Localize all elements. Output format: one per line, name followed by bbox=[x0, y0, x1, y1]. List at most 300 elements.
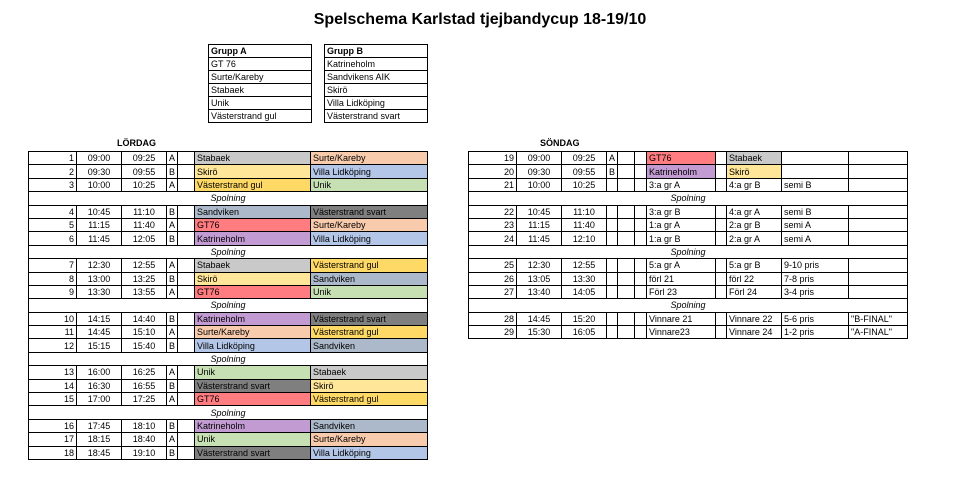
match-row bbox=[469, 326, 908, 339]
match-row bbox=[29, 339, 428, 352]
group-team: Västerstrand svart bbox=[325, 110, 428, 123]
away-team: Surte/Kareby bbox=[311, 433, 428, 446]
match-row bbox=[29, 165, 428, 178]
home-team: Katrineholm bbox=[195, 232, 311, 245]
spacer-cell bbox=[716, 218, 727, 231]
match-group: A bbox=[167, 326, 178, 339]
group-team-row bbox=[209, 97, 312, 110]
match-group bbox=[607, 232, 618, 245]
match-note: 1-2 pris bbox=[782, 326, 849, 339]
home-team: 5:a gr A bbox=[647, 259, 716, 272]
spolning-row bbox=[29, 192, 428, 205]
match-group bbox=[607, 272, 618, 285]
match-start: 18:15 bbox=[77, 433, 122, 446]
match-number: 22 bbox=[469, 205, 517, 218]
spacer-cell bbox=[178, 205, 195, 218]
match-number: 12 bbox=[29, 339, 77, 352]
match-end: 13:55 bbox=[122, 285, 167, 298]
match-end: 11:40 bbox=[562, 218, 607, 231]
match-end: 10:25 bbox=[122, 178, 167, 191]
spolning-label: Spolning bbox=[469, 299, 908, 312]
match-start: 09:30 bbox=[77, 165, 122, 178]
spacer-cell bbox=[635, 205, 647, 218]
spacer-cell bbox=[178, 165, 195, 178]
final-label bbox=[849, 152, 908, 165]
away-team: Villa Lidköping bbox=[311, 165, 428, 178]
away-team: förl 22 bbox=[727, 272, 782, 285]
spacer-cell bbox=[178, 393, 195, 406]
spacer-cell bbox=[178, 326, 195, 339]
match-end: 12:10 bbox=[562, 232, 607, 245]
match-end: 11:40 bbox=[122, 218, 167, 231]
spacer-cell bbox=[178, 285, 195, 298]
match-start: 13:40 bbox=[517, 285, 562, 298]
group-header: Grupp B bbox=[325, 45, 428, 58]
spacer-cell bbox=[178, 419, 195, 432]
home-team: Sandviken bbox=[195, 205, 311, 218]
home-team: 1:a gr A bbox=[647, 218, 716, 231]
match-start: 16:30 bbox=[77, 379, 122, 392]
spolning-row bbox=[29, 406, 428, 419]
spolning-label: Spolning bbox=[469, 192, 908, 205]
spacer-cell bbox=[618, 259, 635, 272]
match-start: 09:00 bbox=[517, 152, 562, 165]
match-number: 6 bbox=[29, 232, 77, 245]
match-number: 29 bbox=[469, 326, 517, 339]
match-number: 17 bbox=[29, 433, 77, 446]
home-team: 3:a gr B bbox=[647, 205, 716, 218]
spacer-cell bbox=[716, 232, 727, 245]
match-group: A bbox=[607, 152, 618, 165]
home-team: Katrineholm bbox=[195, 312, 311, 325]
away-team: Unik bbox=[311, 285, 428, 298]
group-team: Sandvikens AIK bbox=[325, 71, 428, 84]
spacer-cell bbox=[635, 312, 647, 325]
home-team: Vinnare 21 bbox=[647, 312, 716, 325]
match-row bbox=[469, 259, 908, 272]
match-row bbox=[469, 272, 908, 285]
away-team: Västerstrand svart bbox=[311, 312, 428, 325]
match-end: 09:55 bbox=[562, 165, 607, 178]
match-note: semi A bbox=[782, 218, 849, 231]
spacer-cell bbox=[178, 379, 195, 392]
home-team: 1:a gr B bbox=[647, 232, 716, 245]
match-number: 26 bbox=[469, 272, 517, 285]
match-row bbox=[29, 433, 428, 446]
match-group: B bbox=[167, 165, 178, 178]
group-team-row bbox=[209, 71, 312, 84]
match-number: 9 bbox=[29, 285, 77, 298]
away-team: 2:a gr B bbox=[727, 218, 782, 231]
match-row bbox=[29, 218, 428, 231]
match-end: 18:40 bbox=[122, 433, 167, 446]
spacer-cell bbox=[635, 152, 647, 165]
spolning-row bbox=[469, 245, 908, 258]
saturday-label: LÖRDAG bbox=[117, 138, 156, 148]
away-team: Surte/Kareby bbox=[311, 152, 428, 165]
match-row bbox=[29, 152, 428, 165]
match-number: 3 bbox=[29, 178, 77, 191]
match-note: semi B bbox=[782, 178, 849, 191]
home-team: Vinnare23 bbox=[647, 326, 716, 339]
home-team: Skirö bbox=[195, 165, 311, 178]
match-end: 15:10 bbox=[122, 326, 167, 339]
group-team-row bbox=[209, 84, 312, 97]
match-row bbox=[29, 205, 428, 218]
saturday-schedule-table bbox=[28, 151, 428, 460]
home-team: Unik bbox=[195, 366, 311, 379]
match-start: 16:00 bbox=[77, 366, 122, 379]
away-team: Stabaek bbox=[311, 366, 428, 379]
match-group: B bbox=[167, 205, 178, 218]
away-team: Surte/Kareby bbox=[311, 218, 428, 231]
spacer-cell bbox=[716, 272, 727, 285]
spacer-cell bbox=[178, 232, 195, 245]
away-team: Västerstrand gul bbox=[311, 393, 428, 406]
match-group bbox=[607, 259, 618, 272]
final-label bbox=[849, 178, 908, 191]
group-team: Västerstrand gul bbox=[209, 110, 312, 123]
match-number: 5 bbox=[29, 218, 77, 231]
match-end: 19:10 bbox=[122, 446, 167, 459]
match-number: 15 bbox=[29, 393, 77, 406]
away-team: Villa Lidköping bbox=[311, 232, 428, 245]
match-group: B bbox=[167, 339, 178, 352]
spacer-cell bbox=[635, 326, 647, 339]
match-row bbox=[469, 218, 908, 231]
spacer-cell bbox=[178, 312, 195, 325]
away-team: Förl 24 bbox=[727, 285, 782, 298]
match-start: 10:45 bbox=[77, 205, 122, 218]
spacer-cell bbox=[635, 272, 647, 285]
spolning-label: Spolning bbox=[29, 352, 428, 365]
spacer-cell bbox=[635, 232, 647, 245]
match-start: 12:30 bbox=[77, 259, 122, 272]
away-team: Västerstrand gul bbox=[311, 326, 428, 339]
match-end: 13:30 bbox=[562, 272, 607, 285]
home-team: Förl 23 bbox=[647, 285, 716, 298]
match-start: 13:05 bbox=[517, 272, 562, 285]
home-team: Stabaek bbox=[195, 152, 311, 165]
spacer-cell bbox=[178, 446, 195, 459]
spacer-cell bbox=[178, 339, 195, 352]
group-b-table bbox=[324, 44, 428, 123]
match-number: 1 bbox=[29, 152, 77, 165]
match-end: 09:25 bbox=[562, 152, 607, 165]
match-start: 18:45 bbox=[77, 446, 122, 459]
spacer-cell bbox=[635, 165, 647, 178]
match-number: 11 bbox=[29, 326, 77, 339]
match-row bbox=[29, 393, 428, 406]
away-team: Villa Lidköping bbox=[311, 446, 428, 459]
spacer-cell bbox=[716, 165, 727, 178]
match-note: 7-8 pris bbox=[782, 272, 849, 285]
spacer-cell bbox=[635, 178, 647, 191]
match-group: A bbox=[167, 259, 178, 272]
match-row bbox=[469, 205, 908, 218]
spacer-cell bbox=[716, 259, 727, 272]
group-header-row bbox=[209, 45, 312, 58]
match-number: 25 bbox=[469, 259, 517, 272]
away-team: Sandviken bbox=[311, 272, 428, 285]
home-team: Stabaek bbox=[195, 259, 311, 272]
spacer-cell bbox=[716, 152, 727, 165]
group-team-row bbox=[325, 84, 428, 97]
match-start: 14:45 bbox=[517, 312, 562, 325]
match-end: 09:55 bbox=[122, 165, 167, 178]
away-team: Skirö bbox=[727, 165, 782, 178]
group-team-row bbox=[325, 97, 428, 110]
match-start: 15:30 bbox=[517, 326, 562, 339]
home-team: förl 21 bbox=[647, 272, 716, 285]
match-note: semi A bbox=[782, 232, 849, 245]
home-team: Villa Lidköping bbox=[195, 339, 311, 352]
home-team: Västerstrand svart bbox=[195, 379, 311, 392]
spolning-row bbox=[29, 352, 428, 365]
match-start: 15:15 bbox=[77, 339, 122, 352]
home-team: Surte/Kareby bbox=[195, 326, 311, 339]
match-group: B bbox=[167, 419, 178, 432]
match-start: 14:45 bbox=[77, 326, 122, 339]
match-group: B bbox=[167, 232, 178, 245]
final-label bbox=[849, 205, 908, 218]
match-row bbox=[29, 285, 428, 298]
spacer-cell bbox=[178, 259, 195, 272]
match-row bbox=[29, 446, 428, 459]
page-title: Spelschema Karlstad tjejbandycup 18-19/10 bbox=[313, 11, 647, 28]
home-team: Katrineholm bbox=[195, 419, 311, 432]
group-header: Grupp A bbox=[209, 45, 312, 58]
spacer-cell bbox=[716, 312, 727, 325]
spacer-cell bbox=[618, 165, 635, 178]
match-note bbox=[782, 165, 849, 178]
spacer-cell bbox=[618, 285, 635, 298]
away-team: 4:a gr A bbox=[727, 205, 782, 218]
match-note bbox=[782, 152, 849, 165]
match-row bbox=[29, 232, 428, 245]
group-team: GT 76 bbox=[209, 58, 312, 71]
match-row bbox=[29, 178, 428, 191]
match-group bbox=[607, 312, 618, 325]
match-row bbox=[469, 152, 908, 165]
away-team: Sandviken bbox=[311, 419, 428, 432]
match-number: 13 bbox=[29, 366, 77, 379]
final-label bbox=[849, 218, 908, 231]
spacer-cell bbox=[618, 326, 635, 339]
match-group: A bbox=[167, 178, 178, 191]
match-start: 10:00 bbox=[517, 178, 562, 191]
spolning-label: Spolning bbox=[29, 406, 428, 419]
match-number: 18 bbox=[29, 446, 77, 459]
match-number: 16 bbox=[29, 419, 77, 432]
final-label bbox=[849, 259, 908, 272]
sunday-schedule-table bbox=[468, 151, 908, 339]
match-note: 9-10 pris bbox=[782, 259, 849, 272]
spolning-label: Spolning bbox=[29, 192, 428, 205]
spolning-label: Spolning bbox=[469, 245, 908, 258]
spolning-label: Spolning bbox=[29, 299, 428, 312]
spacer-cell bbox=[618, 178, 635, 191]
group-team: Stabaek bbox=[209, 84, 312, 97]
spacer-cell bbox=[716, 326, 727, 339]
match-number: 2 bbox=[29, 165, 77, 178]
match-end: 12:05 bbox=[122, 232, 167, 245]
away-team: Stabaek bbox=[727, 152, 782, 165]
away-team: 5:a gr B bbox=[727, 259, 782, 272]
away-team: Vinnare 24 bbox=[727, 326, 782, 339]
match-end: 17:25 bbox=[122, 393, 167, 406]
match-start: 09:00 bbox=[77, 152, 122, 165]
match-row bbox=[469, 178, 908, 191]
match-group: B bbox=[167, 272, 178, 285]
match-start: 17:45 bbox=[77, 419, 122, 432]
match-row bbox=[469, 232, 908, 245]
away-team: 4:a gr B bbox=[727, 178, 782, 191]
group-team-row bbox=[325, 71, 428, 84]
home-team: GT76 bbox=[647, 152, 716, 165]
match-number: 8 bbox=[29, 272, 77, 285]
home-team: Västerstrand gul bbox=[195, 178, 311, 191]
match-start: 12:30 bbox=[517, 259, 562, 272]
final-label bbox=[849, 165, 908, 178]
spacer-cell bbox=[178, 218, 195, 231]
home-team: GT76 bbox=[195, 218, 311, 231]
match-group bbox=[607, 218, 618, 231]
match-start: 11:15 bbox=[77, 218, 122, 231]
group-header-row bbox=[325, 45, 428, 58]
match-start: 11:15 bbox=[517, 218, 562, 231]
group-team-row bbox=[209, 110, 312, 123]
spacer-cell bbox=[716, 285, 727, 298]
away-team: Västerstrand gul bbox=[311, 259, 428, 272]
group-team: Villa Lidköping bbox=[325, 97, 428, 110]
spolning-label: Spolning bbox=[29, 245, 428, 258]
home-team: 3:a gr A bbox=[647, 178, 716, 191]
match-start: 09:30 bbox=[517, 165, 562, 178]
group-team-row bbox=[325, 110, 428, 123]
match-number: 28 bbox=[469, 312, 517, 325]
match-number: 10 bbox=[29, 312, 77, 325]
home-team: Västerstrand svart bbox=[195, 446, 311, 459]
match-end: 16:25 bbox=[122, 366, 167, 379]
away-team: Vinnare 22 bbox=[727, 312, 782, 325]
match-start: 13:30 bbox=[77, 285, 122, 298]
match-end: 18:10 bbox=[122, 419, 167, 432]
match-note: semi B bbox=[782, 205, 849, 218]
match-end: 11:10 bbox=[122, 205, 167, 218]
match-group: A bbox=[167, 152, 178, 165]
spacer-cell bbox=[635, 218, 647, 231]
match-group bbox=[607, 178, 618, 191]
spolning-row bbox=[469, 299, 908, 312]
match-end: 15:40 bbox=[122, 339, 167, 352]
spacer-cell bbox=[618, 312, 635, 325]
home-team: GT76 bbox=[195, 393, 311, 406]
match-row bbox=[469, 285, 908, 298]
final-label: "B-FINAL" bbox=[849, 312, 908, 325]
final-label bbox=[849, 232, 908, 245]
home-team: Skirö bbox=[195, 272, 311, 285]
spacer-cell bbox=[618, 218, 635, 231]
match-number: 24 bbox=[469, 232, 517, 245]
match-start: 17:00 bbox=[77, 393, 122, 406]
match-group: A bbox=[167, 218, 178, 231]
match-start: 11:45 bbox=[517, 232, 562, 245]
spolning-row bbox=[469, 192, 908, 205]
away-team: Unik bbox=[311, 178, 428, 191]
match-end: 12:55 bbox=[122, 259, 167, 272]
group-team: Skirö bbox=[325, 84, 428, 97]
match-group: A bbox=[167, 366, 178, 379]
spacer-cell bbox=[635, 259, 647, 272]
spacer-cell bbox=[635, 285, 647, 298]
match-group: B bbox=[167, 379, 178, 392]
match-number: 4 bbox=[29, 205, 77, 218]
match-row bbox=[29, 326, 428, 339]
home-team: GT76 bbox=[195, 285, 311, 298]
match-end: 12:55 bbox=[562, 259, 607, 272]
spacer-cell bbox=[716, 178, 727, 191]
match-number: 23 bbox=[469, 218, 517, 231]
match-group: B bbox=[607, 165, 618, 178]
match-end: 11:10 bbox=[562, 205, 607, 218]
home-team: Unik bbox=[195, 433, 311, 446]
match-group: A bbox=[167, 433, 178, 446]
match-group bbox=[607, 205, 618, 218]
match-number: 7 bbox=[29, 259, 77, 272]
match-group: A bbox=[167, 285, 178, 298]
spacer-cell bbox=[618, 232, 635, 245]
match-group: B bbox=[167, 446, 178, 459]
final-label bbox=[849, 272, 908, 285]
away-team: Västerstrand svart bbox=[311, 205, 428, 218]
match-start: 13:00 bbox=[77, 272, 122, 285]
sunday-label: SÖNDAG bbox=[540, 138, 580, 148]
group-a-table bbox=[208, 44, 312, 123]
match-end: 16:05 bbox=[562, 326, 607, 339]
match-end: 14:40 bbox=[122, 312, 167, 325]
match-note: 3-4 pris bbox=[782, 285, 849, 298]
group-team: Unik bbox=[209, 97, 312, 110]
group-team: Katrineholm bbox=[325, 58, 428, 71]
match-end: 10:25 bbox=[562, 178, 607, 191]
match-row bbox=[469, 312, 908, 325]
spolning-row bbox=[29, 299, 428, 312]
final-label bbox=[849, 285, 908, 298]
home-team: Katrineholm bbox=[647, 165, 716, 178]
match-end: 09:25 bbox=[122, 152, 167, 165]
match-end: 14:05 bbox=[562, 285, 607, 298]
match-row bbox=[29, 259, 428, 272]
group-team: Surte/Kareby bbox=[209, 71, 312, 84]
spacer-cell bbox=[178, 366, 195, 379]
away-team: Sandviken bbox=[311, 339, 428, 352]
match-end: 16:55 bbox=[122, 379, 167, 392]
away-team: Skirö bbox=[311, 379, 428, 392]
spolning-row bbox=[29, 245, 428, 258]
match-group bbox=[607, 285, 618, 298]
match-group: A bbox=[167, 393, 178, 406]
match-row bbox=[29, 419, 428, 432]
spacer-cell bbox=[178, 152, 195, 165]
match-end: 13:25 bbox=[122, 272, 167, 285]
spacer-cell bbox=[618, 205, 635, 218]
spacer-cell bbox=[618, 272, 635, 285]
match-group bbox=[607, 326, 618, 339]
match-start: 10:45 bbox=[517, 205, 562, 218]
spacer-cell bbox=[716, 205, 727, 218]
match-number: 27 bbox=[469, 285, 517, 298]
